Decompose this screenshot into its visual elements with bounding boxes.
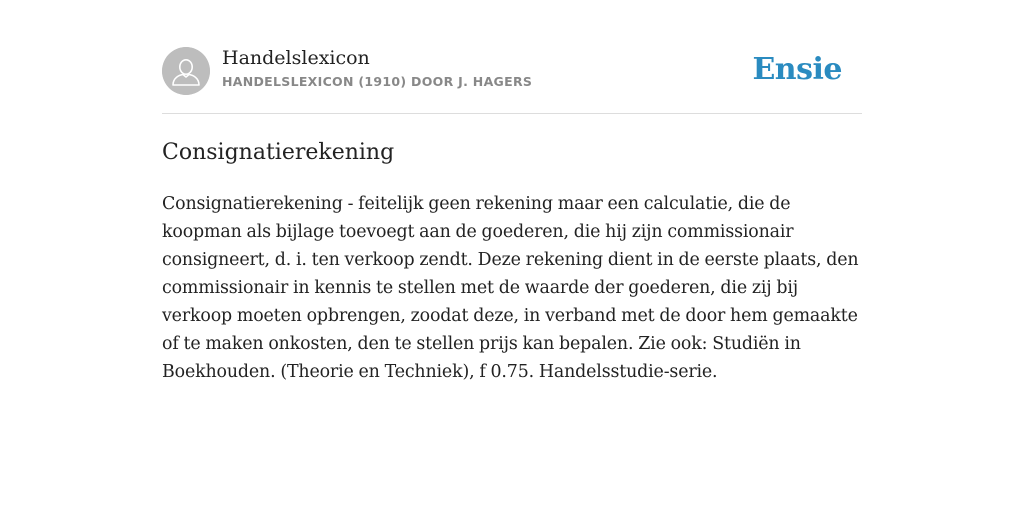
entry-body: Consignatierekening - feitelijk geen rekening maar een calculatie, die de koopman als bijlage toevoegt aan de goederen, die hij zijn commissionair consigneert, d. i. ten verkoop zendt. Deze rekening dient in de eerste plaats, den commissionair in kennis te stellen met de waarde der goederen, die zij bij verkoop moeten opbrengen, zoodat deze, in verband met de door hem gemaakte of te maken onkosten, den te stellen prijs kan bepalen. Zie ook: Studiën in Boekhouden. (Theorie en Techniek), f 0.75. Handelsstudie-serie. (162, 194, 859, 382)
source-subtitle: HANDELSLEXICON (1910) DOOR J. HAGERS (222, 74, 533, 89)
user-icon (162, 47, 210, 95)
source-avatar[interactable] (162, 47, 210, 95)
header-divider (162, 113, 862, 114)
source-title[interactable]: Handelslexicon (222, 47, 370, 69)
source-header (162, 46, 862, 96)
entry-title: Consignatierekening (162, 140, 395, 165)
brand-logo[interactable]: Ensie (752, 52, 842, 87)
